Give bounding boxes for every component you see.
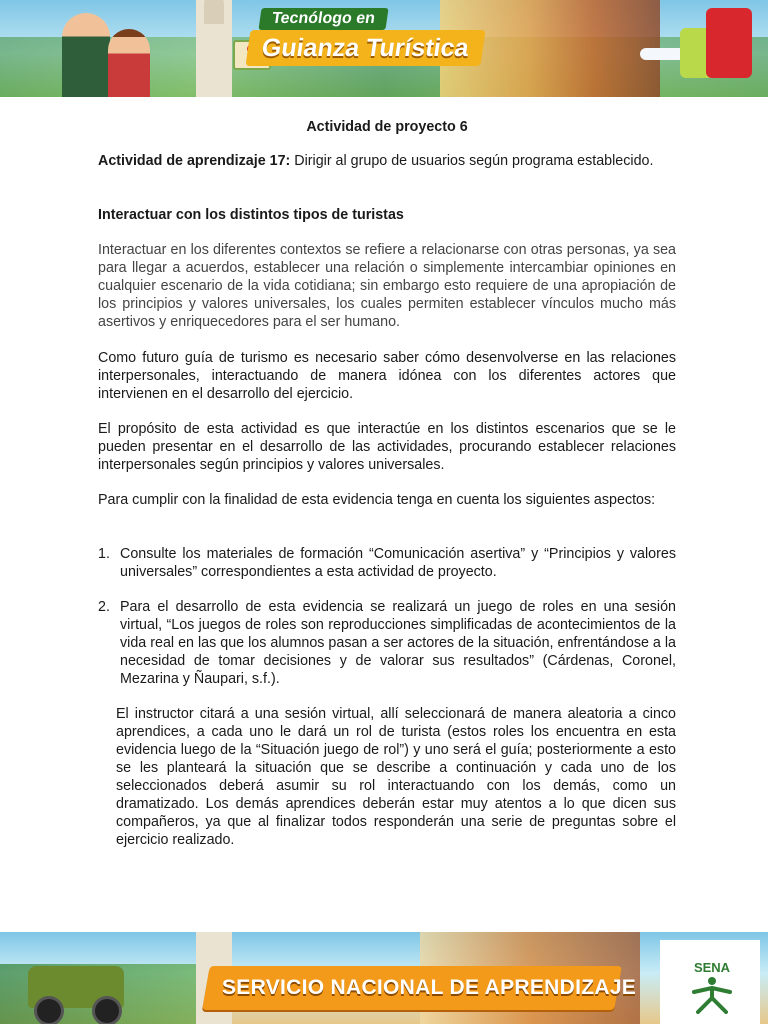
activity-label: Actividad de aprendizaje 17: xyxy=(98,153,291,169)
female-tourist-illustration xyxy=(108,29,150,97)
list-item-number: 2. xyxy=(98,599,110,615)
sena-logo-icon xyxy=(690,976,734,1014)
footer-banner xyxy=(0,932,768,1024)
tourists-illustration xyxy=(60,8,152,97)
paragraph-4: Para cumplir con la finalidad de esta evidencia tenga en cuenta los siguientes aspectos: xyxy=(98,492,656,508)
program-title-main: Guianza Turística xyxy=(245,30,485,66)
closing-paragraph: El instructor citará a una sesión virtual, allí seleccionará de manera aleatoria a cinco aprendices, a cada uno le dará un rol de turista (estos roles los encuentra en esta evidencia luego de la “Situación juego de rol”) y uno será el guía; posteriormente a esto se les planteará la situación que se describe a continuación y cada uno de los seleccionados deberá asumir su rol interactuando con los demás, como un dramatizado. Los demás aprendices deberán estar muy atentos a lo que dicen sus compañeros, ya que al finalizar todos responderán una serie de preguntas sobre el ejercicio realizado. xyxy=(116,706,676,848)
red-suitcase-icon xyxy=(706,8,752,78)
section-subtitle: Interactuar con los distintos tipos de turistas xyxy=(98,207,404,223)
sena-logo-text: SENA xyxy=(693,960,731,975)
church-tower-illustration xyxy=(196,0,232,97)
institution-name: SERVICIO NACIONAL DE APRENDIZAJE xyxy=(222,976,637,999)
male-tourist-illustration xyxy=(62,13,110,97)
program-title-top: Tecnólogo en xyxy=(258,8,388,30)
paragraph-3: El propósito de esta actividad es que interactúe en los distintos escenarios que se le pueden presentar en el desarrollo de las actividades, procurando establecer relaciones interpersonales según principios y valores universales. xyxy=(98,421,676,473)
list-item-text: Para el desarrollo de esta evidencia se realizará un juego de roles en una sesión virtual, “Los juegos de roles son reproducciones simplificadas de acontecimientos de la vida real en las que los alumnos pasan a ser actores de la situación, enfrentándose a la necesidad de tomar decisiones y de valorar sus resultados” (Cárdenas, Coronel, Mezarina y Ñaupari, s.f.). xyxy=(120,599,676,687)
paragraph-1: Interactuar en los diferentes contextos se refiere a relacionarse con otras personas, ya sea para llegar a acuerdos, establecer una relación o simplemente intercambiar opiniones en cualquier escenario de la vida cotidiana; sin embargo esto requiere de una apropiación de los principios y valores universales, los cuales permiten establecer vínculos mucho más asertivos y enriquecedores para el ser humano. xyxy=(98,242,676,330)
program-title-plate xyxy=(248,8,516,68)
list-item-text: Consulte los materiales de formación “Comunicación asertiva” y “Principios y valores universales” correspondientes a esta actividad de proyecto. xyxy=(120,546,676,580)
activity-text: Dirigir al grupo de usuarios según programa establecido. xyxy=(290,153,654,169)
activity-statement xyxy=(98,152,676,170)
paragraph-2: Como futuro guía de turismo es necesario saber cómo desenvolverse en las relaciones interpersonales, interactuando de manera idónea con los diferentes actores que intervienen en el desarrollo del ejercicio. xyxy=(98,350,676,402)
jeep-wheel-icon xyxy=(34,996,64,1024)
header-banner xyxy=(0,0,768,97)
page-title: Actividad de proyecto 6 xyxy=(306,119,468,135)
jeep-wheel-icon xyxy=(92,996,122,1024)
list-item-number: 1. xyxy=(98,546,110,562)
